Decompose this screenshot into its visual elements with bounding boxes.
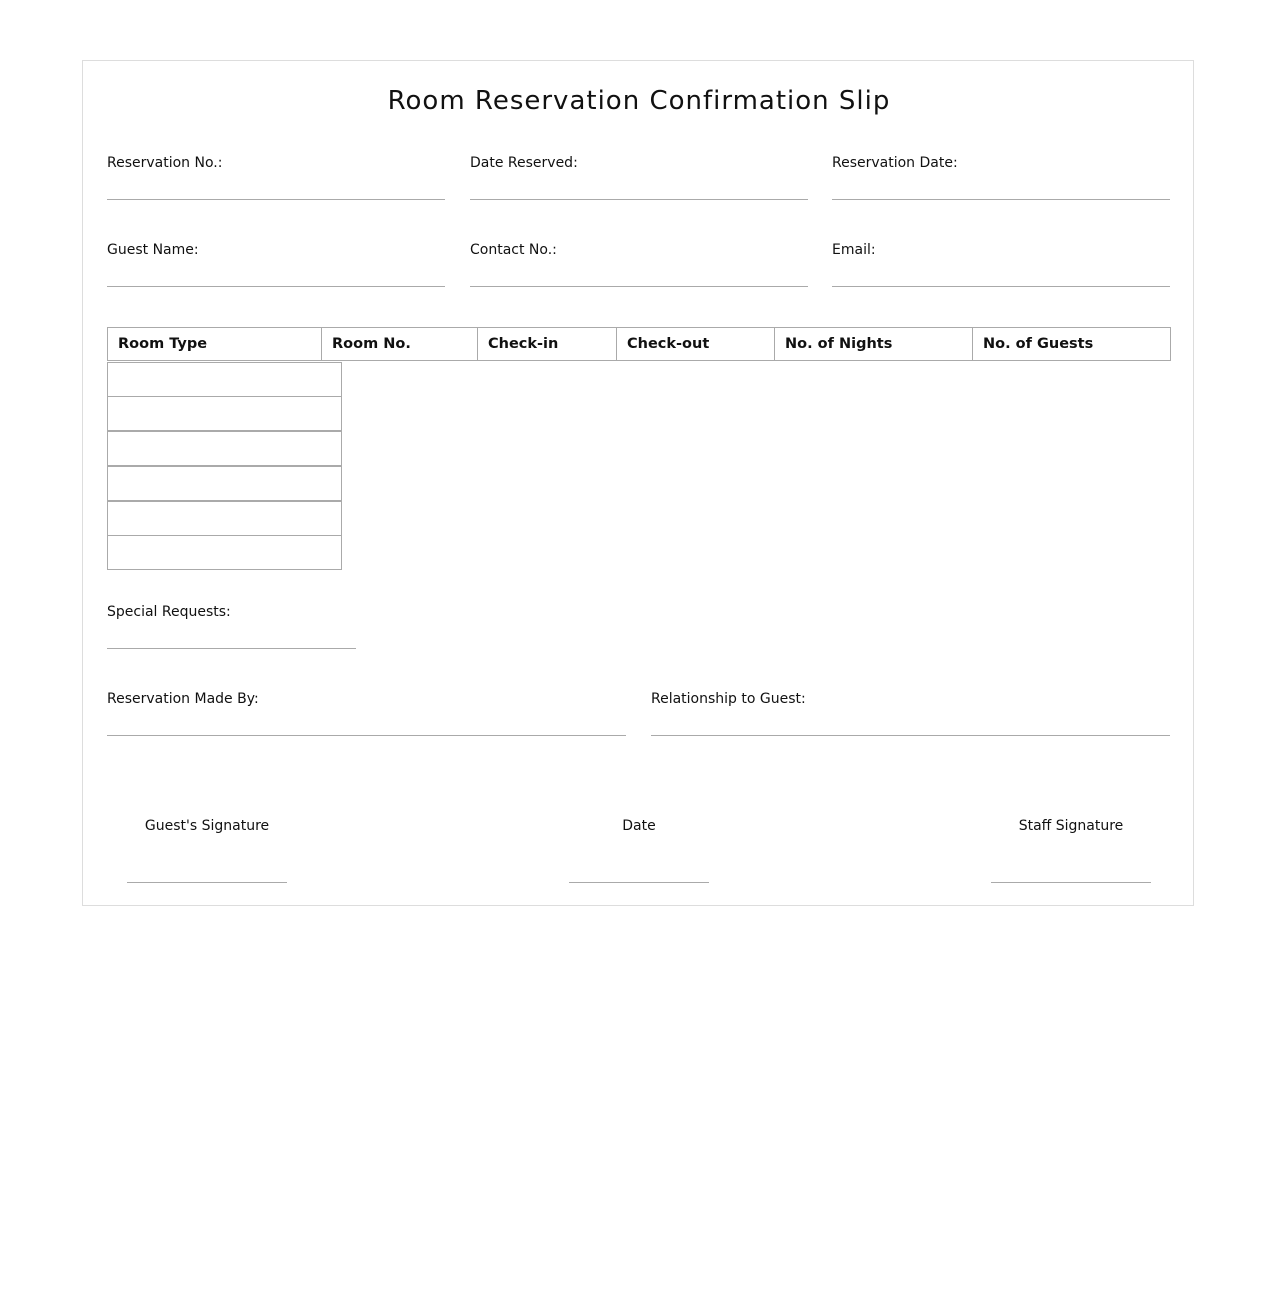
staff-signature-line[interactable] <box>991 882 1151 883</box>
date-reserved-field[interactable] <box>470 199 808 200</box>
date-signature-line[interactable] <box>569 882 709 883</box>
reservation-no-label: Reservation No.: <box>107 155 223 171</box>
page-title: Room Reservation Confirmation Slip <box>387 86 891 116</box>
room-type-cell[interactable] <box>107 362 342 397</box>
date-reserved-label: Date Reserved: <box>470 155 578 171</box>
header-guests: No. of Guests <box>973 328 1171 361</box>
staff-signature-label: Staff Signature <box>1018 818 1124 834</box>
reservation-date-label: Reservation Date: <box>832 155 958 171</box>
special-requests-label: Special Requests: <box>107 604 231 620</box>
guest-name-field[interactable] <box>107 286 445 287</box>
header-check-in: Check-in <box>478 328 617 361</box>
guest-signature-line[interactable] <box>127 882 287 883</box>
email-label: Email: <box>832 242 876 258</box>
email-field[interactable] <box>832 286 1170 287</box>
relationship-field[interactable] <box>651 735 1170 736</box>
contact-no-label: Contact No.: <box>470 242 557 258</box>
guest-signature-label: Guest's Signature <box>144 818 270 834</box>
header-room-type: Room Type <box>108 328 322 361</box>
made-by-field[interactable] <box>107 735 626 736</box>
room-type-cell[interactable] <box>107 431 342 466</box>
room-type-cell[interactable] <box>107 466 342 501</box>
room-type-cell[interactable] <box>107 501 342 536</box>
made-by-label: Reservation Made By: <box>107 691 259 707</box>
header-check-out: Check-out <box>617 328 775 361</box>
guest-name-label: Guest Name: <box>107 242 199 258</box>
special-requests-field[interactable] <box>107 648 356 649</box>
reservation-no-field[interactable] <box>107 199 445 200</box>
contact-no-field[interactable] <box>470 286 808 287</box>
room-type-cell[interactable] <box>107 396 342 431</box>
header-room-no: Room No. <box>322 328 478 361</box>
reservation-date-field[interactable] <box>832 199 1170 200</box>
room-table <box>107 327 1171 361</box>
room-type-cell[interactable] <box>107 535 342 570</box>
header-nights: No. of Nights <box>775 328 973 361</box>
date-signature-label: Date <box>622 818 656 834</box>
relationship-label: Relationship to Guest: <box>651 691 806 707</box>
